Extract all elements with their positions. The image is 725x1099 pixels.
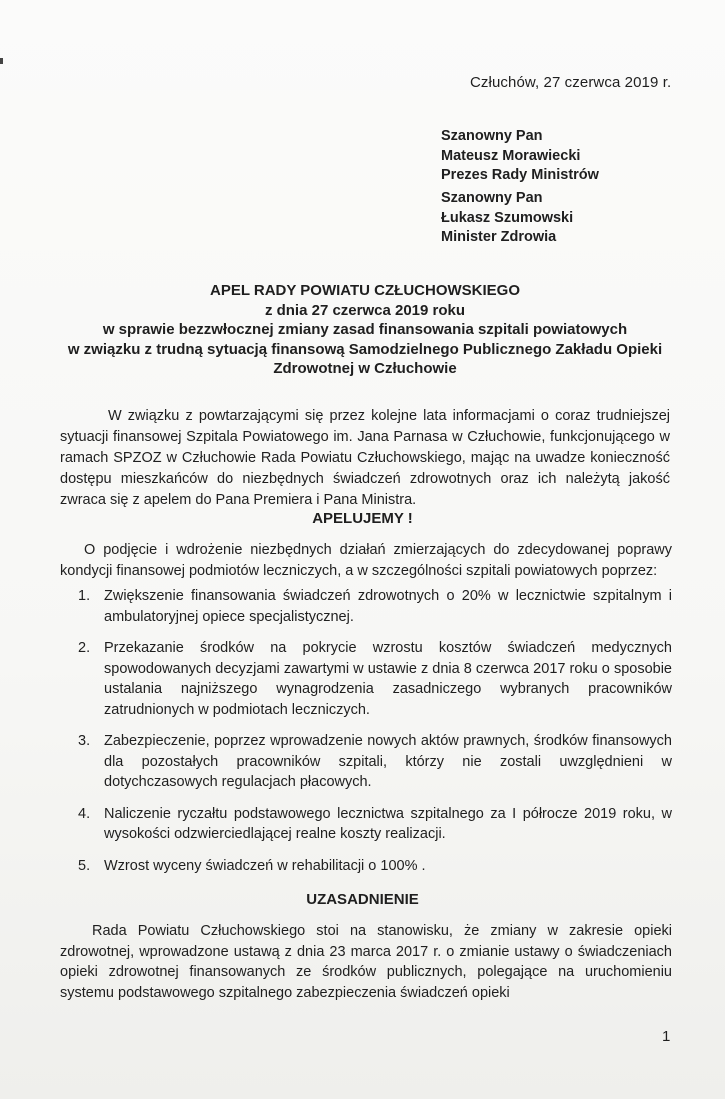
- appeal-heading: APELUJEMY !: [312, 510, 413, 527]
- addressee-name: Mateusz Morawiecki: [441, 147, 581, 164]
- title-line: z dnia 27 czerwca 2019 roku: [264, 301, 466, 319]
- list-item-number: 2.: [78, 640, 91, 656]
- list-item-number: 3.: [78, 733, 91, 749]
- margin-mark: [0, 58, 3, 64]
- addressee-salutation: Szanowny Pan: [441, 128, 543, 144]
- list-item: [78, 731, 672, 793]
- list-item-text: Wzrost wyceny świadczeń w rehabilitacji o 100% .: [104, 857, 426, 874]
- title-line: w sprawie bezzwłocznej zmiany zasad finansowania szpitali powiatowych: [102, 321, 628, 338]
- addressee-position: Prezes Rady Ministrów: [441, 167, 599, 183]
- document-title: [40, 281, 690, 379]
- intro-paragraph: W związku z powtarzającymi się przez kolejne lata informacjami o coraz trudniejszej sytuacji finansowej Szpitala Powiatowego im. Jana Parnasa w Człuchowie, funkcjonującego w ramach SPZOZ w Człuchowie Rada Powiatu Człuchowskiego, mając na uwadze konieczność dostępu mieszkańców do niezbędnych świadczeń zdrowotnych oraz ich należytą jakość zwraca się z apelem do Pana Premiera i Pana Ministra.: [60, 408, 670, 508]
- letter-date: Człuchów, 27 czerwca 2019 r.: [470, 74, 672, 91]
- demands-list: [78, 586, 672, 887]
- title-line: APEL RADY POWIATU CZŁUCHOWSKIEGO: [209, 282, 520, 299]
- list-item-number: 5.: [78, 857, 91, 874]
- page-number: 1: [662, 1028, 671, 1045]
- list-item: [78, 804, 672, 845]
- justification-paragraph: Rada Powiatu Człuchowskiego stoi na stanowisku, że zmiany w zakresie opieki zdrowotnej, wprowadzone ustawą z dnia 23 marca 2017 r. o zmianie ustawy o świadczeniach opieki zdrowotnej finansowanych ze środków publicznych, polegające na uruchomieniu systemu podstawowego szpitalnego zabezpieczenia świadczeń opieki: [60, 923, 672, 1001]
- lead-paragraph: O podjęcie i wdrożenie niezbędnych działań zmierzających do zdecydowanej poprawy kondycji finansowej podmiotów leczniczych, a w szczególności szpitali powiatowych poprzez:: [60, 542, 672, 579]
- list-item-text: Naliczenie ryczałtu podstawowego lecznictwa szpitalnego za I półrocze 2019 roku, w wysokości odzwierciedlającej realne koszty realizacji.: [104, 805, 672, 842]
- addressee-name: Łukasz Szumowski: [441, 209, 574, 226]
- addressee-prime-minister: [441, 127, 711, 186]
- list-item-number: 4.: [78, 805, 91, 822]
- title-line: w związku z trudną sytuacją finansową Samodzielnego Publicznego Zakładu Opieki: [67, 340, 663, 358]
- addressee-salutation: Szanowny Pan: [441, 190, 543, 206]
- addressee-position: Minister Zdrowia: [441, 229, 557, 245]
- justification-heading: UZASADNIENIE: [306, 891, 419, 908]
- list-item-text: Przekazanie środków na pokrycie wzrostu kosztów świadczeń medycznych spowodowanych decyzjami zawartymi w ustawie z dnia 8 czerwca 2017 roku o sposobie ustalania najniższego wynagrodzenia zasadniczego wybranych pracowników zatrudnionych w podmiotach leczniczych.: [104, 640, 672, 718]
- list-item: [78, 638, 672, 720]
- list-item-text: Zabezpieczenie, poprzez wprowadzenie nowych aktów prawnych, środków finansowych dla pozostałych pracowników szpitali, którzy nie zostali uwzględnieni w dotychczasowych regulacjach płacowych.: [104, 733, 672, 790]
- list-item: [78, 586, 672, 627]
- list-item-number: 1.: [78, 588, 91, 604]
- list-item: [78, 856, 672, 877]
- list-item-text: Zwiększenie finansowania świadczeń zdrowotnych o 20% w lecznictwie szpitalnym i ambulatoryjnej opiece specjalistycznej.: [104, 588, 672, 625]
- addressee-health-minister: [441, 189, 711, 248]
- title-line: Zdrowotnej w Człuchowie: [273, 360, 457, 377]
